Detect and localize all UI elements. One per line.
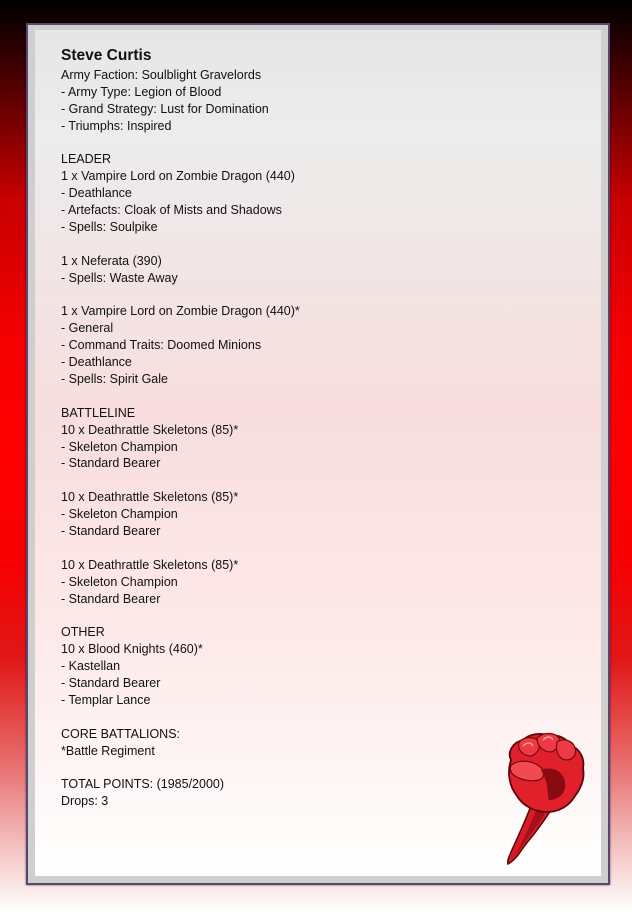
- unit-option: - Skeleton Champion: [61, 574, 178, 589]
- unit-option: - Standard Bearer: [61, 676, 161, 691]
- unit-entry: 1 x Vampire Lord on Zombie Dragon (440)*: [61, 304, 300, 319]
- section-heading: LEADER: [61, 152, 112, 167]
- unit-option: - General: [61, 321, 114, 336]
- unit-entry: 10 x Deathrattle Skeletons (85)*: [61, 557, 239, 572]
- army-list-content: [61, 46, 561, 810]
- spacer: [61, 760, 561, 777]
- unit-option: - Command Traits: Doomed Minions: [61, 338, 262, 353]
- army-list-panel: [35, 30, 601, 876]
- spacer: [61, 388, 561, 405]
- spacer: [61, 472, 561, 489]
- spacer: [61, 709, 561, 726]
- army-sections: [61, 135, 561, 760]
- unit-entry: 1 x Neferata (390): [61, 253, 162, 268]
- unit-option: - Spells: Waste Away: [61, 270, 178, 285]
- player-name: Steve Curtis: [61, 47, 152, 64]
- red-fist-icon: [497, 730, 587, 866]
- army-detail: - Army Type: Legion of Blood: [61, 84, 222, 99]
- unit-option: - Deathlance: [61, 355, 132, 370]
- army-detail: - Triumphs: Inspired: [61, 118, 172, 133]
- unit-option: - Templar Lance: [61, 692, 151, 707]
- spacer: [61, 540, 561, 557]
- unit-option: - Skeleton Champion: [61, 507, 178, 522]
- unit-option: - Deathlance: [61, 186, 132, 201]
- unit-option: - Standard Bearer: [61, 456, 161, 471]
- unit-option: - Kastellan: [61, 659, 121, 674]
- army-list-card: [26, 23, 610, 885]
- fist-finger-1: [519, 738, 540, 757]
- unit-option: - Artefacts: Cloak of Mists and Shadows: [61, 203, 282, 218]
- unit-option: - Standard Bearer: [61, 524, 161, 539]
- unit-option: - Skeleton Champion: [61, 439, 178, 454]
- spacer: [61, 287, 561, 304]
- army-header: [61, 67, 561, 135]
- unit-entry: 1 x Vampire Lord on Zombie Dragon (440): [61, 169, 295, 184]
- fist-finger-3: [556, 740, 575, 760]
- spacer: [61, 236, 561, 253]
- total-points: TOTAL POINTS: (1985/2000): [61, 777, 225, 792]
- section-heading: CORE BATTALIONS:: [61, 726, 181, 741]
- spacer: [61, 135, 561, 152]
- unit-option: - Spells: Soulpike: [61, 220, 158, 235]
- unit-entry: 10 x Blood Knights (460)*: [61, 642, 203, 657]
- army-faction: Army Faction: Soulblight Gravelords: [61, 68, 262, 82]
- spacer: [61, 608, 561, 625]
- section-heading: BATTLELINE: [61, 405, 136, 420]
- drops-count: Drops: 3: [61, 794, 109, 809]
- unit-option: - Spells: Spirit Gale: [61, 372, 168, 387]
- unit-entry: *Battle Regiment: [61, 743, 155, 758]
- section-heading: OTHER: [61, 625, 105, 640]
- unit-entry: 10 x Deathrattle Skeletons (85)*: [61, 422, 239, 437]
- unit-entry: 10 x Deathrattle Skeletons (85)*: [61, 490, 239, 505]
- unit-option: - Standard Bearer: [61, 591, 161, 606]
- army-detail: - Grand Strategy: Lust for Domination: [61, 101, 269, 116]
